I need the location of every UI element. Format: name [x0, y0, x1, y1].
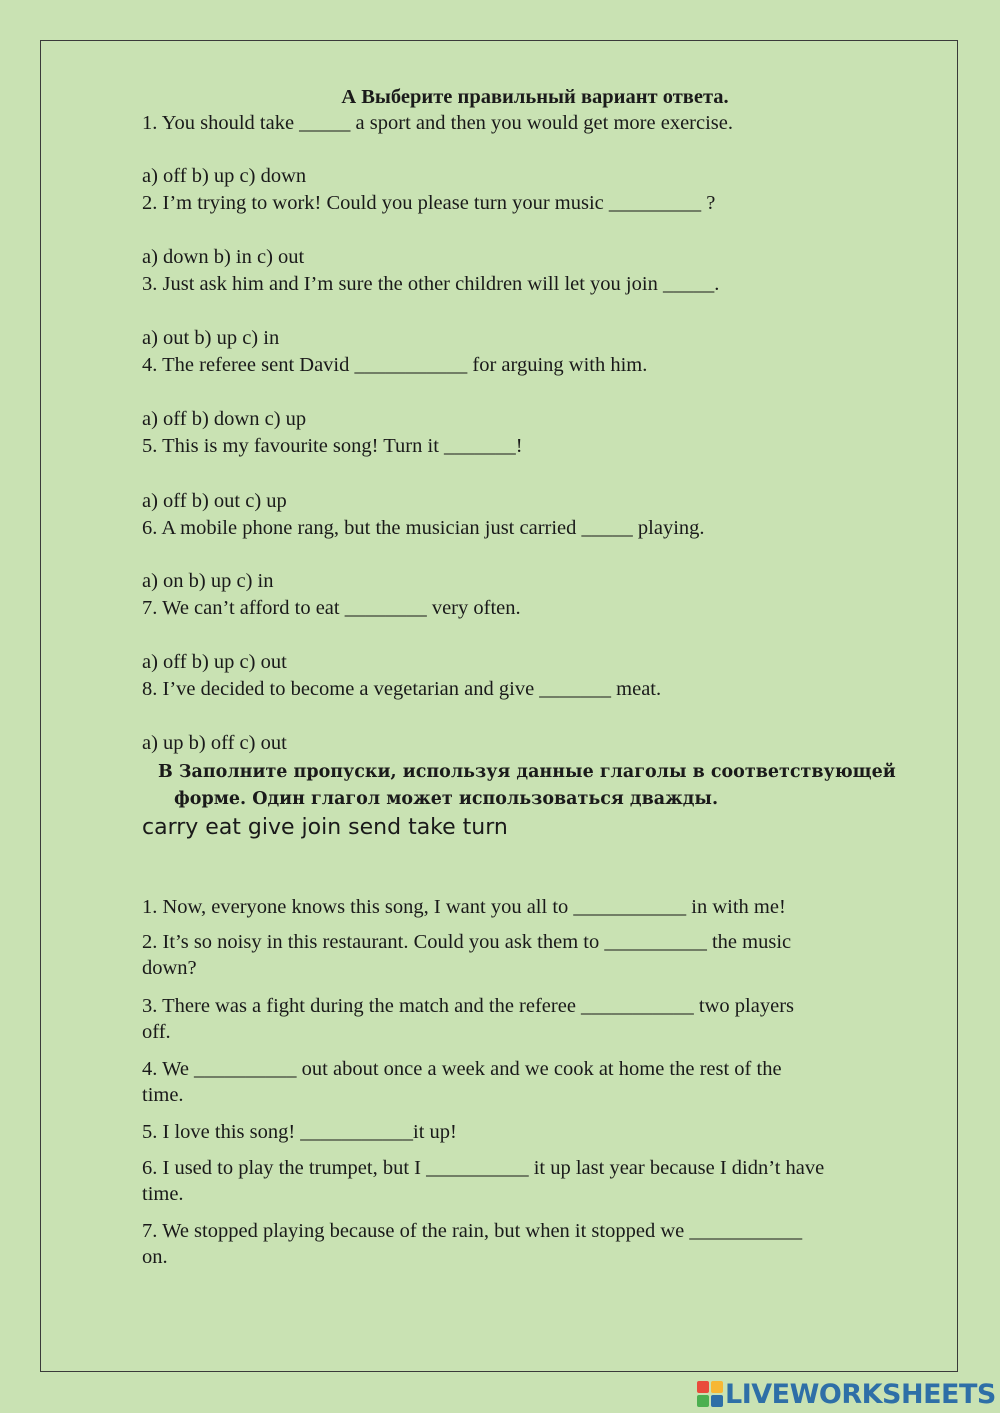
- options-a2: a) down b) in c) out: [142, 246, 305, 268]
- question-a1: 1. You should take _____ a sport and then you would get more exercise.: [142, 112, 733, 134]
- options-a8: a) up b) off c) out: [142, 732, 287, 754]
- logo-blocks-icon: [697, 1381, 723, 1407]
- options-a5: a) off b) out c) up: [142, 490, 287, 512]
- question-b6: 6. I used to play the trumpet, but I __________ it up last year because I didn’t have: [142, 1157, 825, 1179]
- section-b-title-line1: В Заполните пропуски, используя данные глаголы в соответствующей: [158, 762, 896, 782]
- options-a1: a) off b) up c) down: [142, 165, 307, 187]
- question-b2: 2. It’s so noisy in this restaurant. Could you ask them to __________ the music: [142, 931, 792, 953]
- question-a3: 3. Just ask him and I’m sure the other children will let you join _____.: [142, 273, 720, 295]
- question-b3: 3. There was a fight during the match and the referee ___________ two players: [142, 995, 794, 1017]
- options-a3: a) out b) up c) in: [142, 327, 280, 349]
- section-a-title: А Выберите правильный вариант ответа.: [341, 86, 729, 108]
- logo-text: LIVEWORKSHEETS: [725, 1378, 996, 1410]
- question-b3-cont: off.: [142, 1021, 171, 1043]
- question-a5: 5. This is my favourite song! Turn it _______!: [142, 435, 523, 457]
- question-b6-cont: time.: [142, 1183, 184, 1205]
- question-a7: 7. We can’t afford to eat ________ very often.: [142, 597, 521, 619]
- section-b-title-line2: форме. Один глагол может использоваться дважды.: [174, 789, 719, 809]
- options-a6: a) on b) up c) in: [142, 570, 274, 592]
- question-b2-cont: down?: [142, 957, 197, 979]
- question-a8: 8. I’ve decided to become a vegetarian and give _______ meat.: [142, 678, 662, 700]
- question-b4: 4. We __________ out about once a week and we cook at home the rest of the: [142, 1058, 782, 1080]
- word-bank: carry eat give join send take turn: [142, 815, 508, 840]
- question-a4: 4. The referee sent David ___________ for arguing with him.: [142, 354, 648, 376]
- question-b5: 5. I love this song! ___________it up!: [142, 1121, 457, 1143]
- question-b7-cont: on.: [142, 1246, 168, 1268]
- options-a7: a) off b) up c) out: [142, 651, 287, 673]
- question-a2: 2. I’m trying to work! Could you please turn your music _________ ?: [142, 192, 716, 214]
- options-a4: a) off b) down c) up: [142, 408, 307, 430]
- question-b1: 1. Now, everyone knows this song, I want you all to ___________ in with me!: [142, 896, 786, 918]
- liveworksheets-logo[interactable]: [697, 1379, 996, 1409]
- question-b7: 7. We stopped playing because of the rain, but when it stopped we ___________: [142, 1220, 803, 1242]
- question-a6: 6. A mobile phone rang, but the musician just carried _____ playing.: [142, 517, 705, 539]
- question-b4-cont: time.: [142, 1084, 184, 1106]
